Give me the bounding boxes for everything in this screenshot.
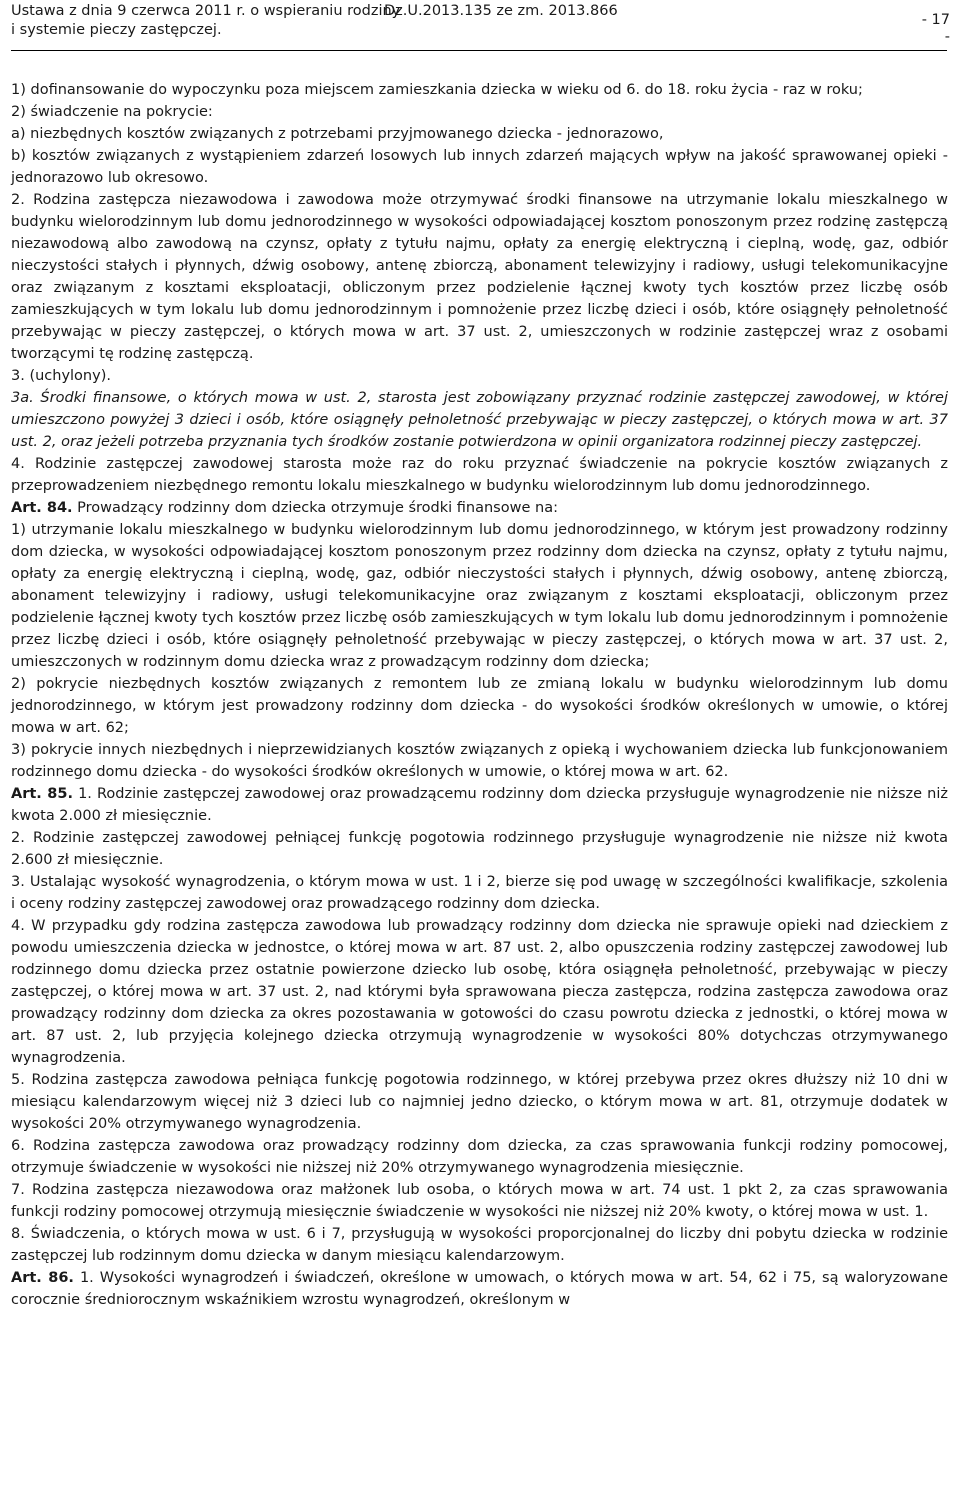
- paragraph: 4. W przypadku gdy rodzina zastępcza zawodowa lub prowadzący rodzinny dom dziecka nie sprawuje opieki nad dzieckiem z powodu umieszczenia dziecka w jednostce, o której mowa w art. 87 ust. 2, albo opuszczenia rodziny zastępczej zawodowej lub rodzinnego domu dziecka przez ostatnie powierzone dziecko lub osobę, która osiągnęła pełnoletność, przebywając w pieczy zastępczej, o której mowa w art. 37 ust. 2, nad którymi była sprawowana piecza zastępcza, rodzina zastępcza zawodowa oraz prowadzący rodzinny dom dziecka za okres pozostawania w gotowości do czasu powrotu dziecka z jednostki, o której mowa w art. 87 ust. 2, lub przyjęcia kolejnego dziecka otrzymują wynagrodzenie w wysokości 80% dotychczas otrzymywanego wynagrodzenia.: [11, 918, 948, 1066]
- article-text: 1. Wysokości wynagrodzeń i świadczeń, określone w umowach, o których mowa w art. 54, 62 i 75, są waloryzowane corocznie średniorocznym wskaźnikiem wzrostu wynagrodzeń, określonym w: [11, 1270, 948, 1308]
- paragraph: b) kosztów związanych z wystąpieniem zdarzeń losowych lub innych zdarzeń mających wpływ na jakość sprawowanej opieki - jednorazowo lub okresowo.: [11, 148, 948, 186]
- document-body: [11, 79, 948, 1311]
- paragraph: 7. Rodzina zastępcza niezawodowa oraz małżonek lub osoba, o których mowa w art. 74 ust. 1 pkt 2, za czas sprawowania funkcji rodziny pomocowej otrzymują miesięcznie świadczenie w wysokości nie niższej niż 20% kwoty, o której mowa w ust. 1.: [11, 1182, 948, 1220]
- act-title-line-1: Ustawa z dnia 9 czerwca 2011 r. o wspieraniu rodziny: [11, 3, 401, 19]
- paragraph: 2. Rodzina zastępcza niezawodowa i zawodowa może otrzymywać środki finansowe na utrzymanie lokalu mieszkalnego w budynku wielorodzinnym lub domu jednorodzinnego w wysokości odpowiadającej kosztom ponoszonym przez rodzinę zastępczą niezawodową albo zawodową na czynsz, opłaty z tytułu najmu, opłaty za energię elektryczną i cieplną, wodę, gaz, odbiór nieczystości stałych i płynnych, dźwig osobowy, antenę zbiorczą, abonament telewizyjny i radiowy, usługi telekomunikacyjne oraz związanym z kosztami eksploatacji, obliczonym przez podzielenie łącznej kwoty tych kosztów przez liczbę osób zamieszkujących w tym lokalu lub domu jednorodzinnym i pomnożenie przez liczbę dzieci i osób, które osiągnęły pełnoletność przebywając w pieczy zastępczej, o których mowa w art. 37 ust. 2, umieszczonych w rodzinie zastępczej wraz z osobami tworzącymi tę rodzinę zastępczą.: [11, 192, 948, 362]
- article-label: Art. 86.: [11, 1270, 74, 1286]
- article-84: [11, 497, 948, 519]
- article-85: [11, 783, 948, 827]
- paragraph: a) niezbędnych kosztów związanych z potrzebami przyjmowanego dziecka - jednorazowo,: [11, 126, 664, 142]
- page-number-dash: -: [944, 29, 950, 45]
- journal-reference: Dz.U.2013.135 ze zm. 2013.866: [384, 3, 618, 19]
- paragraph-3a: 3a. Środki finansowe, o których mowa w ust. 2, starosta jest zobowiązany przyznać rodzinie zastępczej zawodowej, w której umieszczono powyżej 3 dzieci i osób, które osiągnęły pełnoletność przebywając w pieczy zastępczej, o których mowa w art. 37 ust. 2, oraz jeżeli potrzeba przyznania tych środków zostanie potwierdzona w opinii organizatora rodzinnej pieczy zastępczej.: [11, 390, 948, 450]
- article-86: [11, 1267, 948, 1311]
- article-label: Art. 85.: [11, 786, 73, 802]
- paragraph: 8. Świadczenia, o których mowa w ust. 6 i 7, przysługują w wysokości proporcjonalnej do liczby dni pobytu dziecka w rodzinie zastępczej lub rodzinnym domu dziecka w danym miesiącu kalendarzowym.: [11, 1226, 948, 1264]
- article-label: Art. 84.: [11, 500, 73, 516]
- paragraph: 4. Rodzinie zastępczej zawodowej starosta może raz do roku przyznać świadczenie na pokrycie kosztów związanych z przeprowadzeniem niezbędnego remontu lokalu mieszkalnego w budynku wielorodzinnym lub domu jednorodzinnego.: [11, 456, 948, 494]
- paragraph: 6. Rodzina zastępcza zawodowa oraz prowadzący rodzinny dom dziecka, za czas sprawowania funkcji rodziny pomocowej, otrzymuje świadczenie w wysokości nie niższej niż 20% otrzymywanego wynagrodzenia miesięcznie.: [11, 1138, 948, 1176]
- paragraph: 1) utrzymanie lokalu mieszkalnego w budynku wielorodzinnym lub domu jednorodzinnego, w którym jest prowadzony rodzinny dom dziecka, w wysokości odpowiadającej kosztom ponoszonym przez rodzinny dom dziecka na czynsz, opłaty z tytułu najmu, opłaty za energię elektryczną i cieplną, wodę, gaz, odbiór nieczystości stałych i płynnych, dźwig osobowy, antenę zbiorczą, abonament telewizyjny i radiowy, usługi telekomunikacyjne oraz związanym z kosztami eksploatacji, obliczonym przez podzielenie łącznej kwoty tych kosztów przez liczbę osób zamieszkujących w tym lokalu lub domu jednorodzinnym i pomnożenie przez liczbę dzieci i osób, które osiągnęły pełnoletność przebywając w pieczy zastępczej, o których mowa w art. 37 ust. 2, umieszczonych w rodzinnym domu dziecka wraz z prowadzącym rodzinny dom dziecka;: [11, 522, 948, 670]
- paragraph: 3) pokrycie innych niezbędnych i nieprzewidzianych kosztów związanych z opieką i wychowaniem dziecka lub funkcjonowaniem rodzinnego domu dziecka - do wysokości środków określonych w umowie, o której mowa w art. 62.: [11, 742, 948, 780]
- article-text: 1. Rodzinie zastępczej zawodowej oraz prowadzącemu rodzinny dom dziecka przysługuje wynagrodzenie nie niższe niż kwota 2.000 zł miesięcznie.: [11, 786, 948, 824]
- paragraph: 2. Rodzinie zastępczej zawodowej pełniącej funkcję pogotowia rodzinnego przysługuje wynagrodzenie nie niższe niż kwota 2.600 zł miesięcznie.: [11, 830, 948, 868]
- page-number: - 17: [921, 12, 950, 28]
- act-title-line-2: i systemie pieczy zastępczej.: [11, 22, 222, 38]
- paragraph: 2) świadczenie na pokrycie:: [11, 104, 213, 120]
- paragraph: 5. Rodzina zastępcza zawodowa pełniąca funkcję pogotowia rodzinnego, w której przebywa przez okres dłuższy niż 10 dni w miesiącu kalendarzowym więcej niż 3 dzieci lub co najmniej jedno dziecko, o którym mowa w art. 81, otrzymuje dodatek w wysokości 20% otrzymywanego wynagrodzenia.: [11, 1072, 948, 1132]
- paragraph: 3. Ustalając wysokość wynagrodzenia, o którym mowa w ust. 1 i 2, bierze się pod uwagę w szczególności kwalifikacje, szkolenia i oceny rodziny zastępczej zawodowej oraz prowadzącego rodzinny dom dziecka.: [11, 874, 948, 912]
- header-divider: [11, 50, 947, 51]
- paragraph: 2) pokrycie niezbędnych kosztów związanych z remontem lub ze zmianą lokalu w budynku wielorodzinnym lub domu jednorodzinnego, w którym jest prowadzony rodzinny dom dziecka - do wysokości środków określonych w umowie, o której mowa w art. 62;: [11, 676, 948, 736]
- paragraph: 1) dofinansowanie do wypoczynku poza miejscem zamieszkania dziecka w wieku od 6. do 18. roku życia - raz w roku;: [11, 82, 863, 98]
- article-text: Prowadzący rodzinny dom dziecka otrzymuje środki finansowe na:: [77, 500, 558, 516]
- paragraph: 3. (uchylony).: [11, 368, 111, 384]
- page-header: [11, 2, 950, 50]
